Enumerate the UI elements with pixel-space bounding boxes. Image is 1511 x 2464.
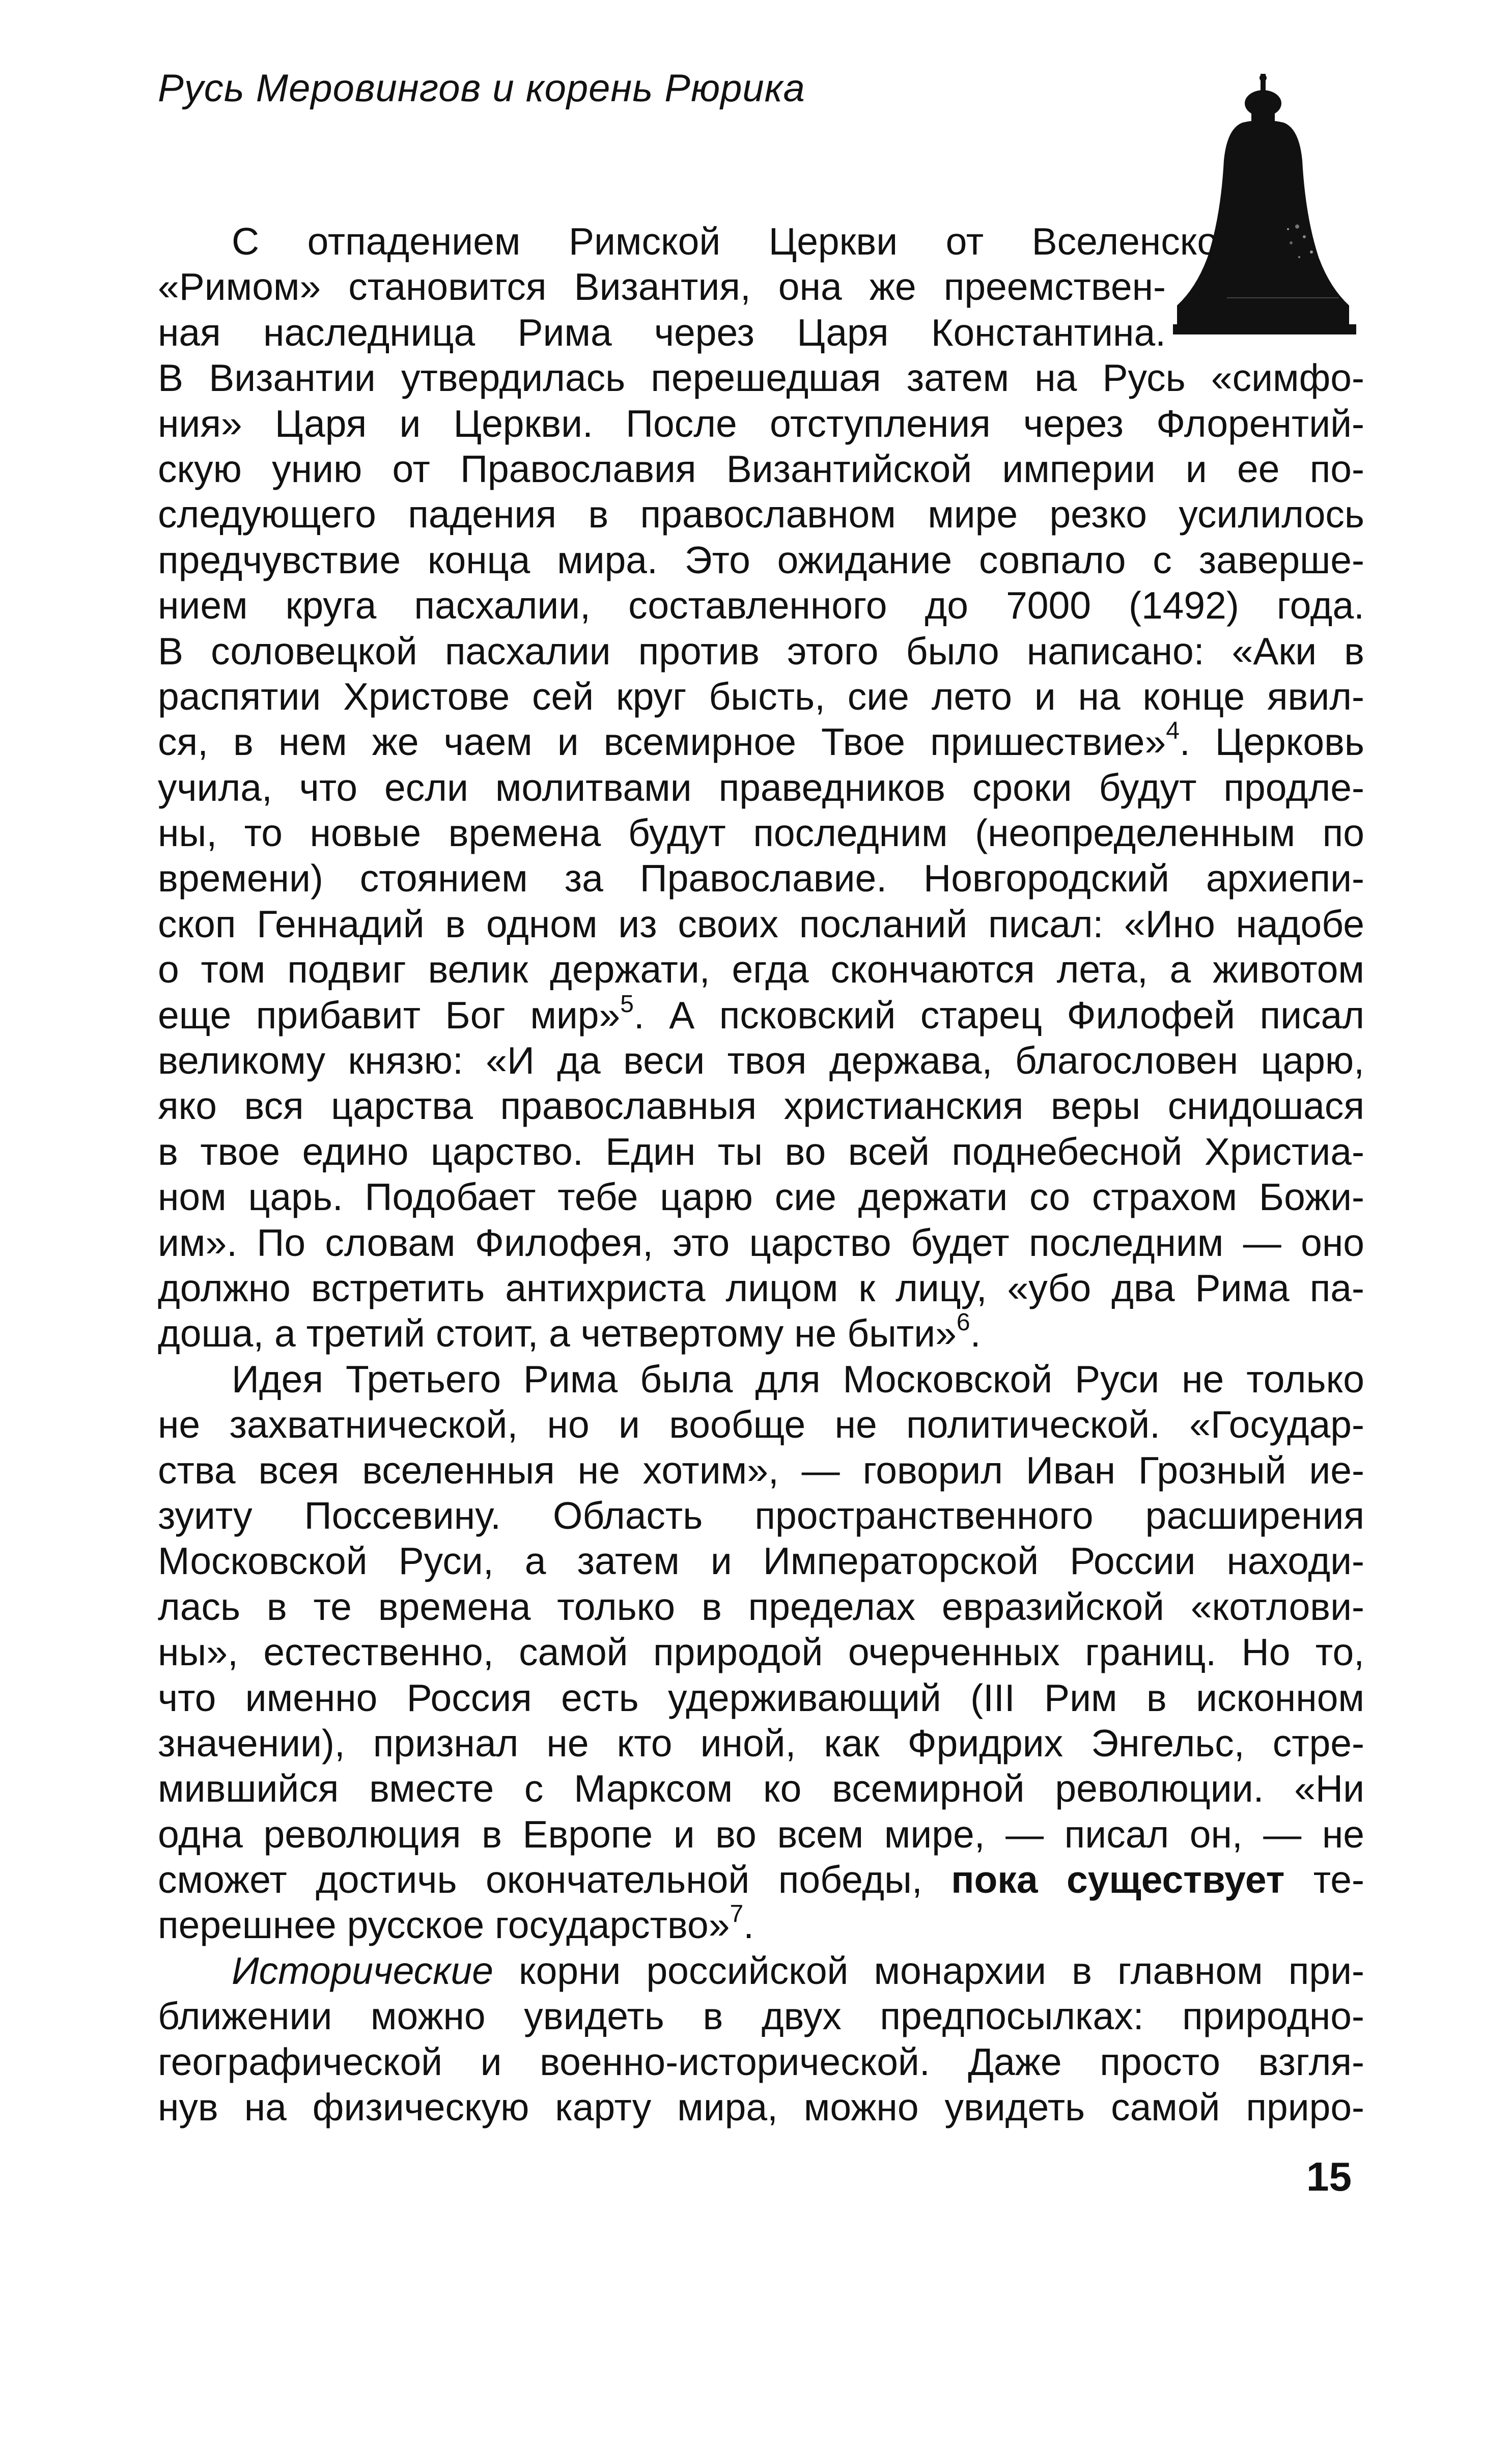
text-line (158, 1766, 1364, 1811)
text-line (158, 538, 1364, 583)
paragraph (158, 1948, 1364, 2131)
line-text: еще прибавит Бог мир» (158, 993, 621, 1037)
footnote-marker: 7 (730, 1900, 744, 1928)
text-line (158, 1083, 1364, 1129)
line-text: не захватнической, но и вообще не политической. «Государ- (158, 1403, 1364, 1446)
text-line (158, 629, 1364, 674)
text-line (158, 355, 1364, 401)
text-line (158, 1630, 1364, 1675)
line-text: нием круга пасхалии, составленного до 7000 (1492) года. (158, 584, 1364, 627)
line-text: ся, в нем же чаем и всемирное Твое пришествие» (158, 720, 1166, 764)
text-line (158, 1493, 1364, 1538)
text-line (158, 1994, 1364, 2039)
text-line (158, 1266, 1364, 1311)
text-line (158, 1448, 1364, 1493)
text-line (158, 1857, 1364, 1902)
text-line (158, 219, 1240, 264)
main-text (158, 219, 1364, 2130)
text-line (158, 765, 1364, 810)
text-line (158, 1721, 1364, 1766)
text-line (158, 1220, 1364, 1266)
line-text: ближении можно увидеть в двух предпосылках: природно- (158, 1995, 1364, 2038)
line-text: следующего падения в православном мире резко усилилось (158, 493, 1364, 536)
line-text: им». По словам Филофея, это царство будет последним — оно (158, 1221, 1364, 1264)
line-text: учила, что если молитвами праведников сроки будут продле- (158, 766, 1364, 809)
line-text: яко вся царства православныя христианския веры снидошася (158, 1084, 1364, 1128)
line-text: мившийся вместе с Марксом ко всемирной революции. «Ни (158, 1767, 1364, 1810)
running-title: Русь Меровингов и корень Рюрика (158, 67, 805, 110)
line-text: «Римом» становится Византия, она же преемствен- (158, 265, 1166, 309)
line-text-after: . Церковь (1179, 720, 1364, 764)
line-text-after: . (743, 1903, 754, 1947)
line-text: ства всея вселенныя не хотим», — говорил Иван Грозный ие- (158, 1448, 1364, 1492)
line-text: ния» Царя и Церкви. После отступления через Флорентий- (158, 402, 1364, 445)
text-line (158, 1812, 1364, 1857)
text-line (158, 1174, 1364, 1220)
text-line (158, 1948, 1364, 1994)
text-line (158, 947, 1364, 992)
line-text: географической и военно-исторической. Даже просто взгля- (158, 2040, 1364, 2083)
line-text: что именно Россия есть удерживающий (III Рим в исконном (158, 1676, 1364, 1719)
line-text: В соловецкой пасхалии против этого было написано: «Аки в (158, 629, 1364, 673)
text-line (158, 990, 1364, 1038)
line-text-after: те- (1284, 1858, 1364, 1901)
line-text: сможет достичь окончательной победы, (158, 1858, 952, 1901)
text-line (158, 264, 1166, 310)
line-text: нув на физическую карту мира, можно увидеть самой приро- (158, 2086, 1364, 2129)
text-line (158, 1038, 1364, 1083)
bold-emphasis: пока существует (951, 1858, 1285, 1901)
line-text: скую унию от Православия Византийской империи и ее по- (158, 447, 1364, 490)
line-text: доша, а третий стоит, а четвертому не быти» (158, 1312, 957, 1355)
text-line (158, 1402, 1364, 1447)
text-line (158, 310, 1166, 355)
text-line (158, 1902, 1364, 1948)
text-line (158, 1538, 1364, 1584)
line-text: зуиту Поссевину. Область пространственного расширения (158, 1494, 1364, 1537)
text-line (158, 1357, 1364, 1402)
text-line (158, 719, 1364, 765)
text-line (158, 2085, 1364, 2130)
line-text: значении), признал не кто иной, как Фридрих Энгельс, стре- (158, 1721, 1364, 1765)
line-text: должно встретить антихриста лицом к лицу, «убо два Рима па- (158, 1266, 1364, 1309)
text-line (158, 583, 1364, 628)
text-line (158, 401, 1364, 446)
line-text: о том подвиг велик держати, егда скончаются лета, а животом (158, 948, 1364, 991)
text-line (158, 446, 1364, 492)
line-text: распятии Христове сей круг бысть, сие лето и на конце явил- (158, 675, 1364, 718)
line-text: в твое едино царство. Един ты во всей поднебесной Христиа- (158, 1130, 1364, 1173)
line-text: Московской Руси, а затем и Императорской России находи- (158, 1539, 1364, 1583)
footnote-marker: 5 (620, 990, 634, 1018)
line-text: одна революция в Европе и во всем мире, — писал он, — не (158, 1812, 1364, 1856)
text-line (158, 674, 1364, 719)
text-line (158, 1584, 1364, 1630)
text-line (158, 1675, 1364, 1721)
text-line (158, 1129, 1364, 1174)
text-line (158, 902, 1364, 947)
footnote-marker: 6 (956, 1309, 970, 1336)
line-text: Идея Третьего Рима была для Московской Руси не только (232, 1357, 1364, 1401)
line-text-after: . А псковский старец Филофей писал (633, 993, 1364, 1037)
text-line (158, 810, 1364, 856)
line-text: лась в те времена только в пределах евразийской «котлови- (158, 1585, 1364, 1628)
line-text: ны, то новые времена будут последним (неопределенным по (158, 811, 1364, 855)
text-line (158, 2039, 1364, 2085)
line-text: предчувствие конца мира. Это ожидание совпало с заверше- (158, 538, 1364, 581)
line-text: великому князю: «И да веси твоя держава, благословен царю, (158, 1039, 1364, 1082)
paragraph (158, 219, 1364, 1357)
paragraph (158, 1357, 1364, 1948)
line-text: времени) стоянием за Православие. Новгородский архиепи- (158, 857, 1364, 900)
line-text: ная наследница Рима через Царя Константина. (158, 311, 1166, 354)
line-text: скоп Геннадий в одном из своих посланий писал: «Ино надобе (158, 902, 1364, 945)
text-line (158, 1311, 1364, 1356)
line-text: ны», естественно, самой природой очерченных границ. Но то, (158, 1631, 1364, 1674)
text-line (158, 856, 1364, 901)
italic-emphasis: Исторические (232, 1949, 493, 1992)
line-text: ном царь. Подобает тебе царю сие держати со страхом Божи- (158, 1175, 1364, 1219)
line-text: перешнее русское государство» (158, 1903, 730, 1947)
line-text-after: . (970, 1312, 981, 1355)
line-text: В Византии утвердилась перешедшая затем на Русь «симфо- (158, 356, 1364, 400)
line-text: корни российской монархии в главном при- (493, 1949, 1364, 1992)
footnote-marker: 4 (1166, 717, 1180, 745)
text-line (158, 492, 1364, 537)
page-number: 15 (1306, 2154, 1352, 2199)
line-text: С отпадением Римской Церкви от Вселенской (232, 220, 1240, 263)
